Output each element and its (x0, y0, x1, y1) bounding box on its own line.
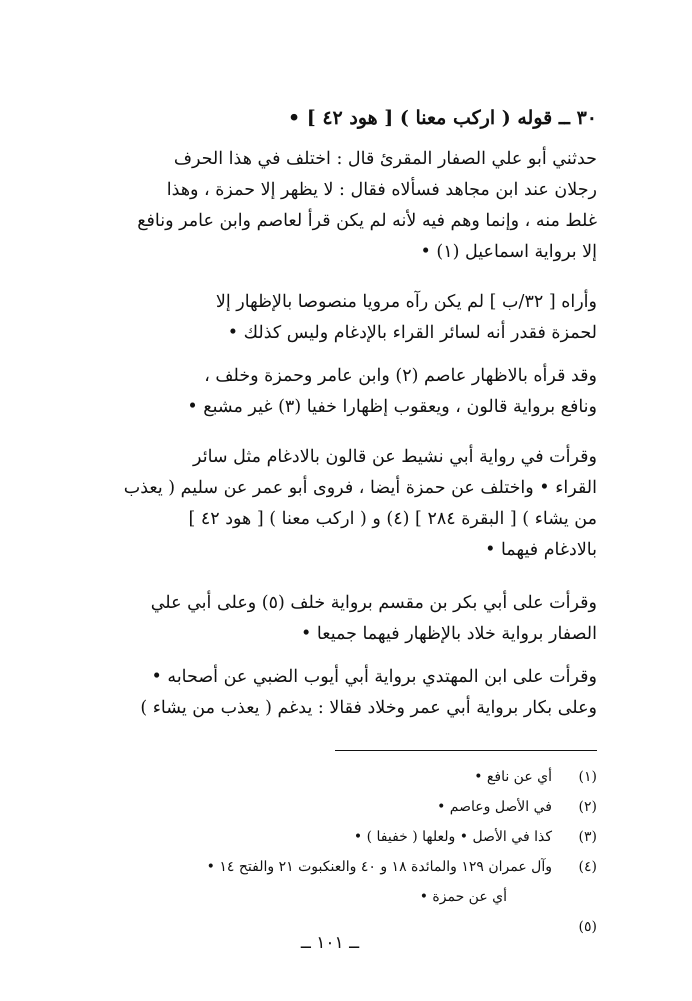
paragraph-line: بالادغام فيهما • (485, 540, 597, 560)
footnote-text: وآل عمران ١٢٩ والمائدة ١٨ و ٤٠ والعنكبوت ٢١ والفتح ١٤ • (206, 859, 552, 875)
paragraph-4 (52, 442, 597, 566)
footnote (60, 792, 597, 822)
paragraph-line: وأراه [ ٣٢/ب ] لم يكن رآه مرويا منصوصا بالإظهار إلا (215, 292, 597, 312)
footnote (60, 762, 597, 792)
footnote-number: (٥) (578, 919, 597, 935)
footnote (60, 852, 597, 882)
paragraph-line: من يشاء ) [ البقرة ٢٨٤ ] (٤) و ( اركب معنا ) [ هود ٤٢ ] (188, 509, 597, 529)
paragraph-line: وقرأت على أبي بكر بن مقسم برواية خلف (٥) وعلى أبي علي (150, 593, 597, 613)
footnote-text: أي عن حمزة • (419, 889, 507, 905)
paragraph-2 (52, 287, 597, 349)
footnote (60, 882, 597, 912)
page-number: ــ ١٠١ ــ (300, 933, 360, 953)
footnote-number: (٢) (578, 799, 597, 815)
paragraph-5 (52, 588, 597, 650)
paragraph-line: ونافع برواية قالون ، ويعقوب إظهارا خفيا (٣) غير مشبع • (187, 397, 597, 417)
footnote-divider (335, 750, 597, 751)
footnote-text: كذا في الأصل • ولعلها ( خفيفا ) • (353, 829, 552, 845)
paragraph-line: وعلى بكار برواية أبي عمر وخلاد فقالا : يدغم ( يعذب من يشاء ) (140, 698, 597, 718)
paragraph-6 (52, 662, 597, 724)
footnote-text: أي عن نافع • (474, 769, 552, 785)
footnote-number: (٤) (578, 859, 597, 875)
paragraph-line: الصفار برواية خلاد بالإظهار فيهما جميعا • (301, 624, 597, 644)
paragraph-line: لحمزة فقدر أنه لسائر القراء بالإدغام وليس كذلك • (227, 323, 597, 343)
paragraph-line: رجلان عند ابن مجاهد فسألاه فقال : لا يظهر إلا حمزة ، وهذا (166, 180, 597, 200)
paragraph-3 (52, 361, 597, 423)
paragraph-line: القراء • واختلف عن حمزة أيضا ، فروى أبو عمر عن سليم ( يعذب (123, 478, 597, 498)
footnote (60, 822, 597, 852)
footnote-number: (١) (578, 769, 597, 785)
footnote-text: في الأصل وعاصم • (437, 799, 552, 815)
paragraph-1 (52, 144, 597, 268)
paragraph-line: وقرأت على ابن المهتدي برواية أبي أيوب الضبي عن أصحابه • (151, 667, 597, 687)
paragraph-line: وقد قرأه بالاظهار عاصم (٢) وابن عامر وحمزة وخلف ، (204, 366, 597, 386)
section-heading: ٣٠ ــ قوله ( اركب معنا ) [ هود ٤٢ ] • (287, 107, 597, 129)
paragraph-line: وقرأت في رواية أبي نشيط عن قالون بالادغام مثل سائر (193, 447, 597, 467)
footnotes (60, 762, 597, 942)
footnote-number (552, 882, 597, 912)
paragraph-line: غلط منه ، وإنما وهم فيه لأنه لم يكن قرأ لعاصم وابن عامر ونافع (137, 211, 597, 231)
paragraph-line: حدثني أبو علي الصفار المقرئ قال : اختلف في هذا الحرف (173, 149, 597, 169)
paragraph-line: إلا برواية اسماعيل (١) • (420, 242, 597, 262)
footnote-number: (٣) (578, 829, 597, 845)
